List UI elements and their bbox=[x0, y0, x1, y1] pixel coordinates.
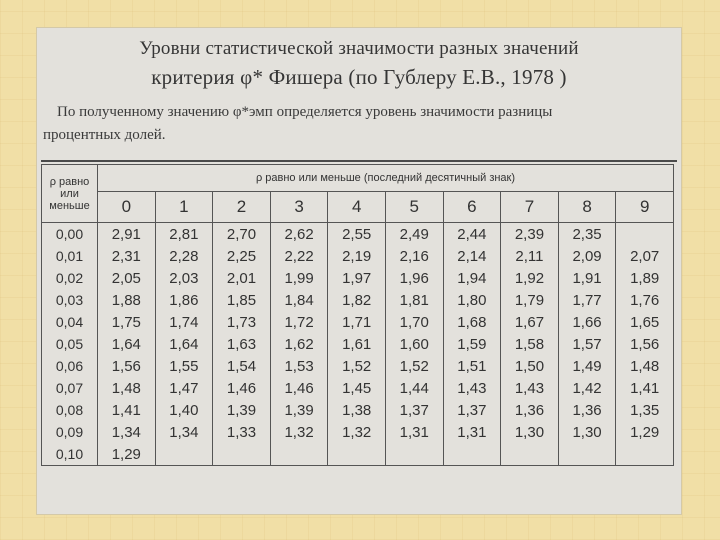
table-cell bbox=[328, 443, 386, 466]
table-cell: 2,07 bbox=[616, 245, 674, 267]
table-cell: 1,50 bbox=[501, 355, 559, 377]
table-cell: 1,64 bbox=[98, 333, 156, 355]
table-cell: 1,39 bbox=[213, 399, 271, 421]
table-cell: 1,37 bbox=[385, 399, 443, 421]
column-header: 0 bbox=[98, 192, 156, 223]
table-cell: 1,62 bbox=[270, 333, 328, 355]
table-cell: 1,33 bbox=[213, 421, 271, 443]
table-cell: 1,74 bbox=[155, 311, 213, 333]
table-cell: 1,43 bbox=[443, 377, 501, 399]
table-cell: 1,77 bbox=[558, 289, 616, 311]
table-row bbox=[42, 377, 674, 399]
column-header: 3 bbox=[270, 192, 328, 223]
table-cell: 1,79 bbox=[501, 289, 559, 311]
row-header: 0,06 bbox=[42, 355, 98, 377]
table-cell: 1,40 bbox=[155, 399, 213, 421]
column-header: 8 bbox=[558, 192, 616, 223]
row-header: 0,08 bbox=[42, 399, 98, 421]
table-cell: 1,99 bbox=[270, 267, 328, 289]
table-cell: 1,72 bbox=[270, 311, 328, 333]
fisher-significance-table bbox=[41, 164, 674, 466]
table-cell: 1,48 bbox=[98, 377, 156, 399]
table-cell: 1,81 bbox=[385, 289, 443, 311]
table-cell bbox=[616, 443, 674, 466]
table-cell: 1,82 bbox=[328, 289, 386, 311]
row-header: 0,01 bbox=[42, 245, 98, 267]
table-cell bbox=[213, 443, 271, 466]
table-cell: 2,31 bbox=[98, 245, 156, 267]
row-header: 0,03 bbox=[42, 289, 98, 311]
row-header: 0,07 bbox=[42, 377, 98, 399]
column-header: 2 bbox=[213, 192, 271, 223]
table-cell: 1,38 bbox=[328, 399, 386, 421]
table-row bbox=[42, 223, 674, 246]
title-line-1: Уровни статистической значимости разных значений bbox=[139, 38, 579, 59]
table-cell: 1,44 bbox=[385, 377, 443, 399]
table-body bbox=[42, 223, 674, 466]
table-cell: 2,39 bbox=[501, 223, 559, 246]
table-cell: 2,22 bbox=[270, 245, 328, 267]
table-cell: 1,91 bbox=[558, 267, 616, 289]
table-cell: 1,29 bbox=[98, 443, 156, 466]
table-cell: 1,55 bbox=[155, 355, 213, 377]
table-cell: 1,71 bbox=[328, 311, 386, 333]
row-header: 0,10 bbox=[42, 443, 98, 466]
span-header: ρ равно или меньше (последний десятичный знак) bbox=[98, 165, 674, 192]
table-cell: 1,30 bbox=[501, 421, 559, 443]
row-header: 0,04 bbox=[42, 311, 98, 333]
table-cell: 2,49 bbox=[385, 223, 443, 246]
table-cell bbox=[385, 443, 443, 466]
divider bbox=[41, 160, 677, 162]
table-cell: 1,41 bbox=[98, 399, 156, 421]
table-cell: 1,73 bbox=[213, 311, 271, 333]
table-cell: 1,31 bbox=[443, 421, 501, 443]
table-row bbox=[42, 443, 674, 466]
table-cell: 1,43 bbox=[501, 377, 559, 399]
table-cell: 1,29 bbox=[616, 421, 674, 443]
table-cell: 1,84 bbox=[270, 289, 328, 311]
table-cell: 1,46 bbox=[213, 377, 271, 399]
table-cell: 1,76 bbox=[616, 289, 674, 311]
table-cell bbox=[443, 443, 501, 466]
table-cell: 1,41 bbox=[616, 377, 674, 399]
table-cell: 1,75 bbox=[98, 311, 156, 333]
table-cell bbox=[501, 443, 559, 466]
slide bbox=[37, 28, 681, 514]
table-row bbox=[42, 311, 674, 333]
column-header: 9 bbox=[616, 192, 674, 223]
table-cell: 1,30 bbox=[558, 421, 616, 443]
table-cell: 1,48 bbox=[616, 355, 674, 377]
table-cell: 1,53 bbox=[270, 355, 328, 377]
table-cell: 1,32 bbox=[328, 421, 386, 443]
table-cell: 1,42 bbox=[558, 377, 616, 399]
table-row bbox=[42, 245, 674, 267]
title-line-2: критерия φ* Фишера (по Гублеру Е.В., 1978 ) bbox=[151, 65, 567, 89]
table-cell: 1,80 bbox=[443, 289, 501, 311]
table-cell: 1,97 bbox=[328, 267, 386, 289]
table-cell: 1,92 bbox=[501, 267, 559, 289]
table-cell bbox=[558, 443, 616, 466]
table-row bbox=[42, 421, 674, 443]
table-cell: 1,36 bbox=[501, 399, 559, 421]
table-cell: 1,52 bbox=[328, 355, 386, 377]
table-cell: 1,32 bbox=[270, 421, 328, 443]
corner-header-label: ρ равно или меньше bbox=[49, 175, 90, 212]
table-cell: 1,54 bbox=[213, 355, 271, 377]
table-cell: 1,64 bbox=[155, 333, 213, 355]
intro-line-2: процентных долей. bbox=[43, 127, 166, 143]
table-cell bbox=[155, 443, 213, 466]
table-cell: 1,65 bbox=[616, 311, 674, 333]
table-cell: 1,39 bbox=[270, 399, 328, 421]
table-cell: 2,16 bbox=[385, 245, 443, 267]
table-cell: 1,34 bbox=[98, 421, 156, 443]
table-cell bbox=[270, 443, 328, 466]
column-header: 7 bbox=[501, 192, 559, 223]
table-cell: 1,47 bbox=[155, 377, 213, 399]
table-cell: 1,61 bbox=[328, 333, 386, 355]
table-cell: 1,36 bbox=[558, 399, 616, 421]
table-row bbox=[42, 289, 674, 311]
table-cell: 2,05 bbox=[98, 267, 156, 289]
column-header: 5 bbox=[385, 192, 443, 223]
table-cell: 2,25 bbox=[213, 245, 271, 267]
table-cell: 1,89 bbox=[616, 267, 674, 289]
table-cell: 2,70 bbox=[213, 223, 271, 246]
table-cell: 2,03 bbox=[155, 267, 213, 289]
table-cell: 1,94 bbox=[443, 267, 501, 289]
table-cell: 1,37 bbox=[443, 399, 501, 421]
table-cell: 1,63 bbox=[213, 333, 271, 355]
table-cell: 1,35 bbox=[616, 399, 674, 421]
row-header: 0,00 bbox=[42, 223, 98, 246]
table-cell: 2,62 bbox=[270, 223, 328, 246]
table-cell: 2,11 bbox=[501, 245, 559, 267]
table-cell: 1,59 bbox=[443, 333, 501, 355]
table-cell: 2,35 bbox=[558, 223, 616, 246]
table-row bbox=[42, 333, 674, 355]
table-cell: 1,70 bbox=[385, 311, 443, 333]
table-cell: 2,14 bbox=[443, 245, 501, 267]
table-cell: 1,52 bbox=[385, 355, 443, 377]
table-cell: 1,86 bbox=[155, 289, 213, 311]
table-cell: 2,81 bbox=[155, 223, 213, 246]
table-cell: 1,56 bbox=[98, 355, 156, 377]
table-cell: 1,68 bbox=[443, 311, 501, 333]
table-cell: 1,49 bbox=[558, 355, 616, 377]
row-header: 0,02 bbox=[42, 267, 98, 289]
table-cell: 1,51 bbox=[443, 355, 501, 377]
table-row bbox=[42, 399, 674, 421]
table-row bbox=[42, 267, 674, 289]
table-cell: 2,19 bbox=[328, 245, 386, 267]
table-cell: 1,88 bbox=[98, 289, 156, 311]
row-header: 0,05 bbox=[42, 333, 98, 355]
column-header: 6 bbox=[443, 192, 501, 223]
table-cell: 1,34 bbox=[155, 421, 213, 443]
row-header: 0,09 bbox=[42, 421, 98, 443]
table-cell: 1,85 bbox=[213, 289, 271, 311]
column-header-row bbox=[42, 192, 674, 223]
table-cell: 2,28 bbox=[155, 245, 213, 267]
table-row bbox=[42, 355, 674, 377]
intro-line-1: По полученному значению φ*эмп определяется уровень значимости разницы bbox=[57, 104, 553, 120]
table-cell: 1,31 bbox=[385, 421, 443, 443]
table-cell: 1,67 bbox=[501, 311, 559, 333]
corner-header bbox=[42, 165, 98, 223]
table-cell: 1,58 bbox=[501, 333, 559, 355]
column-header: 1 bbox=[155, 192, 213, 223]
table-cell: 2,55 bbox=[328, 223, 386, 246]
table-cell: 2,01 bbox=[213, 267, 271, 289]
table-cell: 2,09 bbox=[558, 245, 616, 267]
table-cell: 2,44 bbox=[443, 223, 501, 246]
table-cell: 1,56 bbox=[616, 333, 674, 355]
table-cell: 1,45 bbox=[328, 377, 386, 399]
table-cell: 1,46 bbox=[270, 377, 328, 399]
table-cell: 1,60 bbox=[385, 333, 443, 355]
table-cell: 2,91 bbox=[98, 223, 156, 246]
table-cell: 1,66 bbox=[558, 311, 616, 333]
table-cell: 1,57 bbox=[558, 333, 616, 355]
column-header: 4 bbox=[328, 192, 386, 223]
table-cell bbox=[616, 223, 674, 246]
table-cell: 1,96 bbox=[385, 267, 443, 289]
